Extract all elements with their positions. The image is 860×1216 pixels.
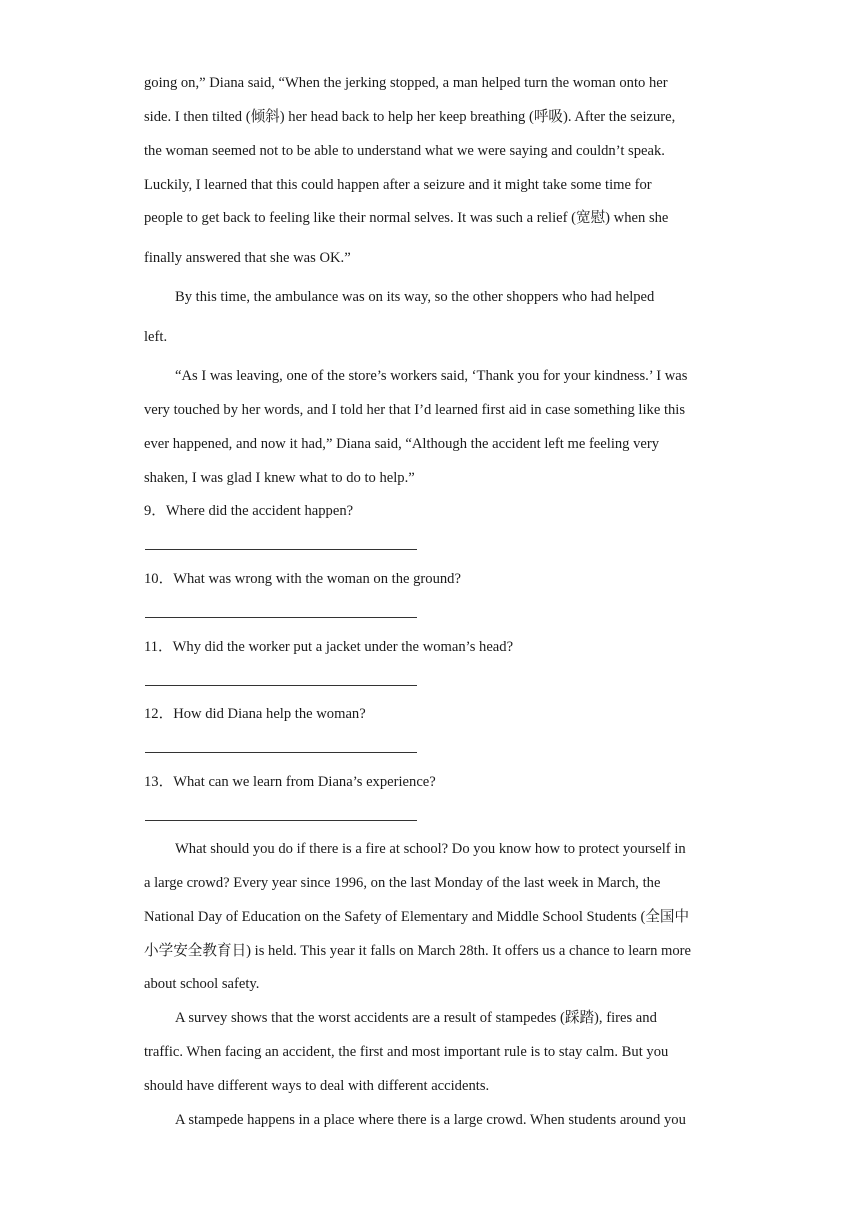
- question-13: [144, 772, 436, 792]
- text-line: What should you do if there is a fire at school? Do you know how to protect yourself in: [175, 841, 686, 857]
- question-number: 10．: [144, 571, 174, 587]
- question-9: [144, 501, 353, 521]
- text-line: side. I then tilted (倾斜) her head back to help her keep breathing (呼吸). After the seizure,: [144, 109, 676, 125]
- answer-line-10[interactable]: [145, 617, 417, 618]
- question-number: 9．: [144, 503, 166, 519]
- text-line: 小学安全教育日) is held. This year it falls on March 28th. It offers us a chance to learn more: [144, 943, 691, 959]
- question-12: [144, 704, 366, 724]
- question-text: How did Diana help the woman?: [173, 706, 366, 722]
- answer-line-12[interactable]: [145, 752, 417, 753]
- text-line: shaken, I was glad I knew what to do to help.”: [144, 470, 415, 486]
- question-text: What was wrong with the woman on the ground?: [173, 571, 461, 587]
- question-number: 12．: [144, 706, 174, 722]
- answer-line-11[interactable]: [145, 685, 417, 686]
- question-number: 13．: [144, 774, 174, 790]
- text-line: left.: [144, 329, 168, 345]
- question-number: 11．: [144, 639, 173, 655]
- text-line: “As I was leaving, one of the store’s workers said, ‘Thank you for your kindness.’ I was: [175, 368, 688, 384]
- text-line: a large crowd? Every year since 1996, on the last Monday of the last week in March, the: [144, 875, 661, 891]
- question-10: [144, 569, 461, 589]
- question-text: Where did the accident happen?: [165, 503, 354, 519]
- question-text: What can we learn from Diana’s experience?: [173, 774, 436, 790]
- text-line: the woman seemed not to be able to understand what we were saying and couldn’t speak.: [144, 143, 665, 159]
- text-line: Luckily, I learned that this could happen after a seizure and it might take some time for: [144, 177, 652, 193]
- text-line: going on,” Diana said, “When the jerking stopped, a man helped turn the woman onto her: [144, 75, 668, 91]
- text-line: about school safety.: [144, 976, 260, 992]
- text-line: people to get back to feeling like their normal selves. It was such a relief (宽慰) when she: [144, 210, 669, 226]
- text-line: traffic. When facing an accident, the first and most important rule is to stay calm. But you: [144, 1044, 669, 1060]
- text-line: A stampede happens in a place where there is a large crowd. When students around you: [175, 1112, 686, 1128]
- text-line: National Day of Education on the Safety of Elementary and Middle School Students (全国中: [144, 909, 690, 925]
- text-line: finally answered that she was OK.”: [144, 250, 351, 266]
- text-line: should have different ways to deal with different accidents.: [144, 1078, 490, 1094]
- text-line: By this time, the ambulance was on its way, so the other shoppers who had helped: [175, 289, 655, 305]
- question-11: [144, 637, 513, 657]
- text-line: A survey shows that the worst accidents are a result of stampedes (踩踏), fires and: [175, 1010, 657, 1026]
- text-line: very touched by her words, and I told her that I’d learned first aid in case something like this: [144, 402, 686, 418]
- answer-line-9[interactable]: [145, 549, 417, 550]
- question-text: Why did the worker put a jacket under the woman’s head?: [172, 639, 514, 655]
- text-line: ever happened, and now it had,” Diana said, “Although the accident left me feeling very: [144, 436, 660, 452]
- answer-line-13[interactable]: [145, 820, 417, 821]
